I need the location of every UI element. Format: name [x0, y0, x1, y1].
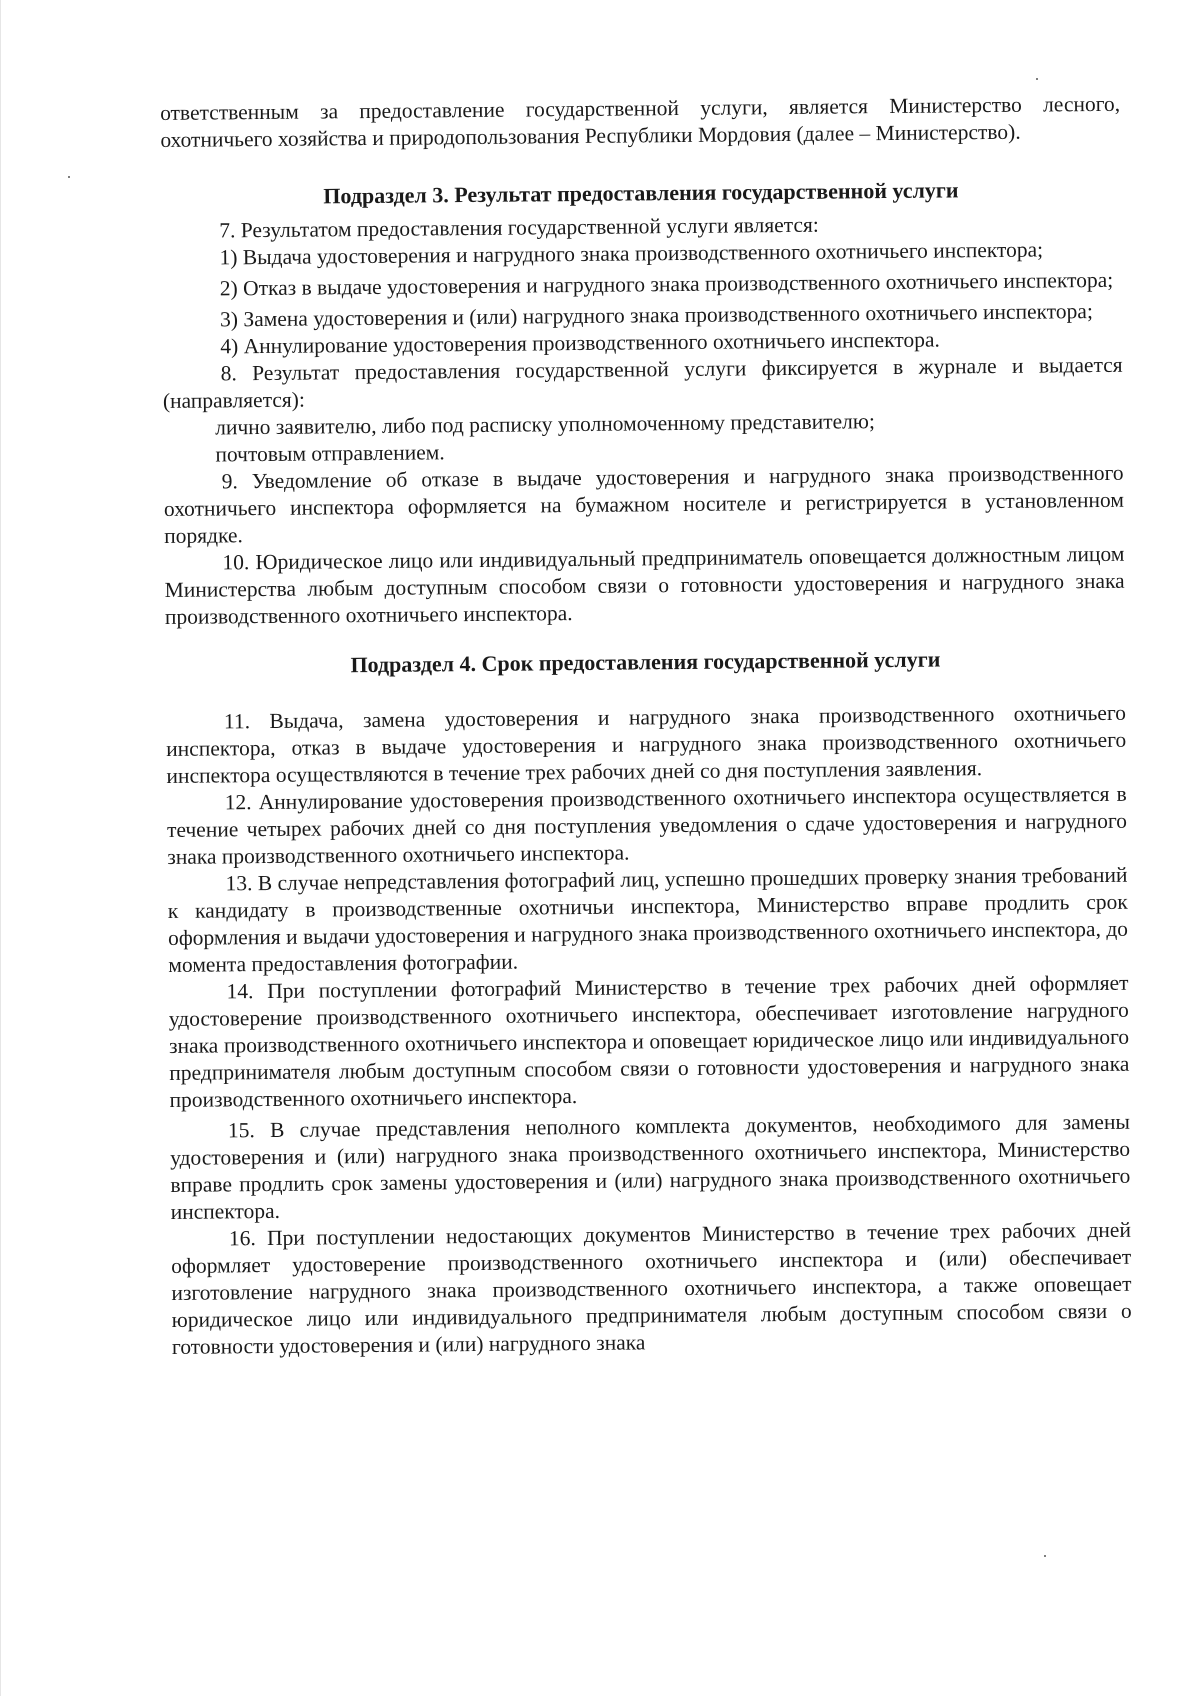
paragraph-15: 15. В случае представления неполного комплекта документов, необходимого для замены удостоверения и (или) нагрудного знака производственного охотничьего инспектора, Министерство вправе продлить срок замены удостоверения и (или) нагрудного знака производственного охотничьего инспектора. [170, 1109, 1131, 1224]
paragraph-14: 14. При поступлении фотографий Министерство в течение трех рабочих дней оформляет удостоверение производственного охотничьего инспектора, обеспечивает изготовление нагрудного знака производственного охотничьего инспектора и оповещает юридическое лицо или индивидуального предпринимателя любым доступным способом связи о готовности удостоверения и нагрудного знака производственного охотничьего инспектора. [168, 970, 1130, 1112]
paragraph-16: 16. При поступлении недостающих документов Министерство в течение трех рабочих дней оформляет удостоверение производственного охотничьего инспектора и (или) обеспечивает изготовление нагрудного знака производственного охотничьего инспектора, а также оповещает юридическое лицо или индивидуального предпринимателя любым доступным способом связи о готовности удостоверения и (или) нагрудного знака [171, 1217, 1132, 1359]
section-3-heading: Подраздел 3. Результат предоставления государственной услуги [323, 177, 959, 209]
intro-paragraph: ответственным за предоставление государственной услуги, является Министерство лесного, охотничьего хозяйства и природопользования Республики Мордовия (далее – Министерство). [160, 91, 1121, 152]
document-page [160, 91, 1132, 1361]
list-item-4: 4) Аннулирование удостоверения производственного охотничьего инспектора. [220, 327, 940, 359]
scan-edge [0, 0, 1, 1696]
paragraph-11: 11. Выдача, замена удостоверения и нагрудного знака производственного охотничьего инспектора, отказ в выдаче удостоверения и нагрудного знака производственного охотничьего инспектора осуществляются в течение трех рабочих дней со дня поступления заявления. [166, 700, 1127, 788]
paragraph-10: 10. Юридическое лицо или индивидуальный предприниматель оповещается должностным лицом Министерства любым доступным способом связи о готовности удостоверения и нагрудного знака производственного охотничьего инспектора. [164, 541, 1125, 629]
paragraph-8-option-a: лично заявителю, либо под расписку уполномоченному представителю; [215, 409, 875, 440]
paragraph-8: 8. Результат предоставления государственной услуги фиксируется в журнале и выдается (направляется): [162, 352, 1123, 413]
scan-speck [1044, 1555, 1046, 1557]
scan-speck [1036, 78, 1038, 80]
list-item-2: 2) Отказ в выдаче удостоверения и нагрудного знака производственного охотничьего инспектора; [219, 267, 1114, 301]
paragraph-7: 7. Результатом предоставления государственной услуги является: [219, 212, 819, 243]
paragraph-9: 9. Уведомление об отказе в выдаче удостоверения и нагрудного знака производственного охотничьего инспектора оформляется на бумажном носителе и регистрируется в установленном порядке. [163, 460, 1124, 548]
scan-speck [68, 176, 70, 178]
paragraph-13: 13. В случае непредставления фотографий лиц, успешно прошедших проверку знания требований к кандидату в производственные охотничьи инспектора, Министерство вправе продлить срок оформления и выдачи удостоверения и нагрудного знака производственного охотничьего инспектора, до момента предоставления фотографии. [167, 862, 1129, 977]
section-4-heading: Подраздел 4. Срок предоставления государственной услуги [350, 646, 941, 678]
paragraph-8-option-b: почтовым отправлением. [215, 440, 445, 467]
list-item-3: 3) Замена удостоверения и (или) нагрудного знака производственного охотничьего инспектора; [219, 299, 1093, 332]
paragraph-12: 12. Аннулирование удостоверения производственного охотничьего инспектора осуществляется в течение четырех рабочих дней со дня поступления уведомления о сдаче удостоверения и нагрудного знака производственного охотничьего инспектора. [166, 781, 1128, 869]
list-item-1: 1) Выдача удостоверения и нагрудного знака производственного охотничьего инспектора; [219, 237, 1044, 270]
